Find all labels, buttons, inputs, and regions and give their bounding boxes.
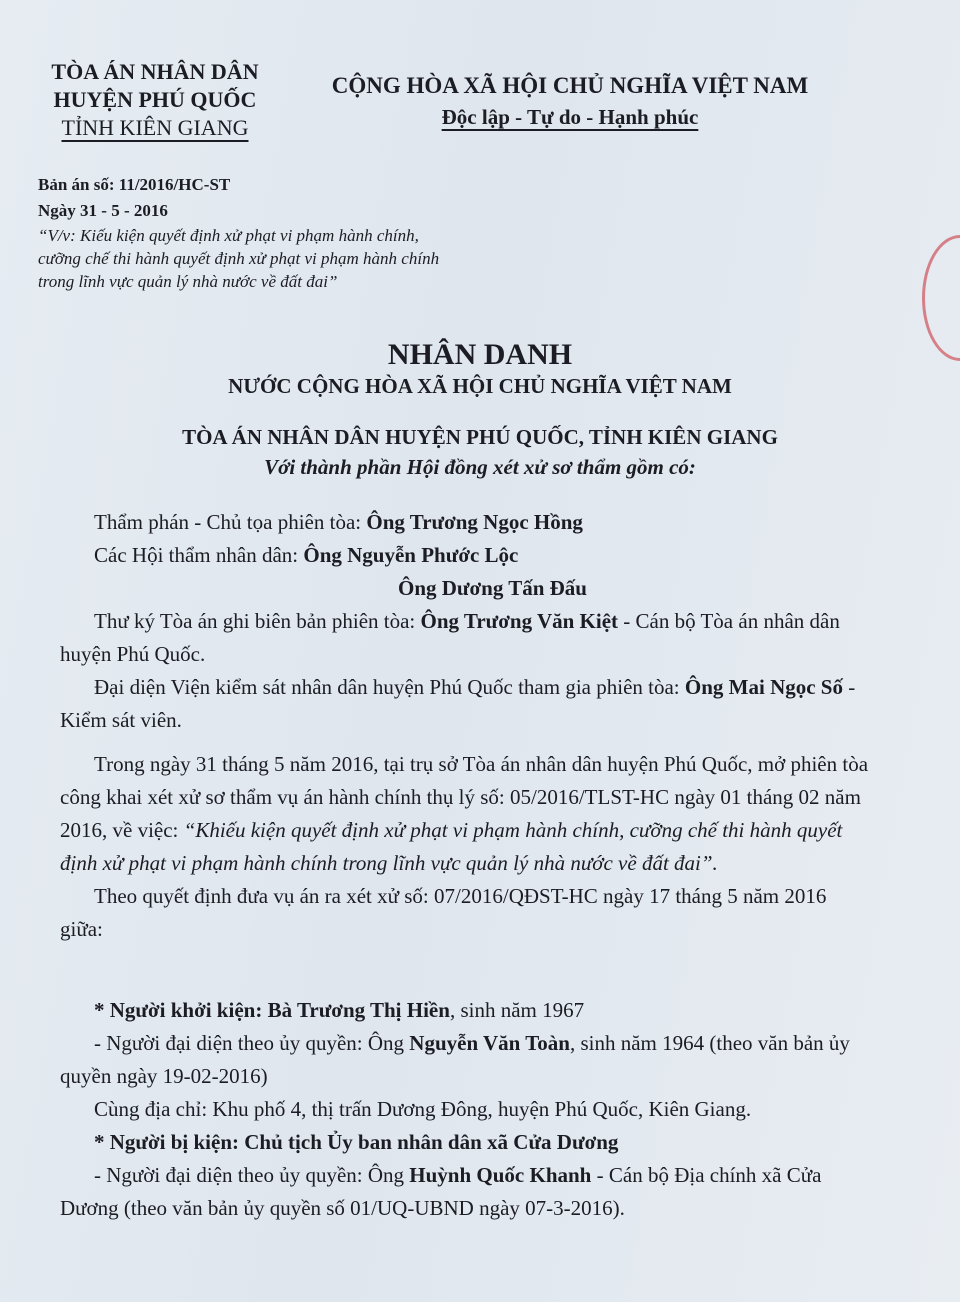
subject-line-3: trong lĩnh vực quản lý nhà nước về đất đai” [38,272,338,291]
title-court: TÒA ÁN NHÂN DÂN HUYỆN PHÚ QUỐC, TỈNH KIÊN GIANG [182,425,778,449]
trial-paragraph [60,748,870,880]
clerk-name: Ông Trương Văn Kiệt [420,609,619,633]
plaintiff-rep-label: - Người đại diện theo ủy quyền: Ông [94,1031,410,1055]
court-line-2: HUYỆN PHÚ QUỐC [53,87,257,112]
judge-name: Ông Trương Ngọc Hồng [366,510,583,534]
address-text: Cùng địa chỉ: Khu phố 4, thị trấn Dương Đông, huyện Phú Quốc, Kiên Giang. [94,1097,752,1121]
trial-text: Trong ngày 31 tháng 5 năm 2016, tại trụ sở Tòa án nhân dân huyện Phú Quốc, mở phiên tòa công khai xét xử sơ thẩm vụ án hành chính thụ lý số: 05/2016/TLST-HC ngày 01 tháng 02 năm 2016, về việc: [60,752,869,842]
juror-1: Ông Nguyễn Phước Lộc [303,543,519,567]
address-line [60,1093,870,1126]
judge-label: Thẩm phán - Chủ tọa phiên tòa: [94,510,367,534]
parties-section [60,994,870,1225]
plaintiff-rep-rest: , sinh năm 1964 (theo văn bản ủy quyền ngày 19-02-2016) [60,1031,850,1088]
subject-line-1: “V/v: Kiếu kiện quyết định xử phạt vi phạm hành chính, [38,226,419,245]
defendant-rep-label: - Người đại diện theo ủy quyền: Ông [94,1163,410,1187]
clerk-label: Thư ký Tòa án ghi biên bản phiên tòa: [94,609,421,633]
plaintiff-rep-name: Nguyễn Văn Toàn [409,1031,570,1055]
prosecutor-rest: - Kiểm sát viên. [60,675,856,732]
clerk-rest: - Cán bộ Tòa án nhân dân huyện Phú Quốc. [60,609,840,666]
subject-line-2: cưỡng chế thi hành quyết định xử phạt vi phạm hành chính [38,249,440,268]
panel-section [60,506,870,737]
court-line-1: TÒA ÁN NHÂN DÂN [51,59,259,84]
defendant-rep-rest: - Cán bộ Địa chính xã Cửa Dương (theo văn bản ủy quyền số 01/UQ-UBND ngày 07-3-2016). [60,1163,822,1220]
title-country: NƯỚC CỘNG HÒA XÃ HỘI CHỦ NGHĨA VIỆT NAM [228,374,732,398]
plaintiff-label: * Người khởi kiện: [94,998,268,1022]
republic-name: CỘNG HÒA XÃ HỘI CHỦ NGHĨA VIỆT NAM [331,73,809,98]
judge-line [60,506,870,539]
decision-text: Theo quyết định đưa vụ án ra xét xử số: 07/2016/QĐST-HC ngày 17 tháng 5 năm 2016 giữa: [60,884,827,941]
judgment-date: Ngày 31 - 5 - 2016 [38,201,168,220]
clerk-line [60,605,870,671]
jurors-label: Các Hội thẩm nhân dân: [94,543,304,567]
court-header [20,58,290,142]
prosecutor-line [60,671,870,737]
juror-2: Ông Dương Tấn Đấu [398,576,587,600]
trial-subject: “Khiếu kiện quyết định xử phạt vi phạm hành chính, cưỡng chế thi hành quyết định xử phạt vi phạm hành chính trong lĩnh vực quản lý nhà nước về đất đai”. [60,818,843,875]
prosecutor-name: Ông Mai Ngọc Số [684,675,843,699]
prosecutor-label: Đại diện Viện kiểm sát nhân dân huyện Phú Quốc tham gia phiên tòa: [94,675,685,699]
plaintiff-line [60,994,870,1027]
trial-section [60,748,870,946]
republic-header [300,70,840,132]
defendant-rep-name: Huỳnh Quốc Khanh [409,1163,592,1187]
national-motto: Độc lập - Tự do - Hạnh phúc [441,105,699,129]
jurors-line [60,539,870,572]
title-panel-intro: Với thành phần Hội đồng xét xử sơ thẩm gồm có: [264,455,696,479]
juror-2-line [60,572,870,605]
plaintiff-rest: , sinh năm 1967 [449,998,585,1022]
defendant-line [60,1126,870,1159]
plaintiff-rep-line [60,1027,870,1093]
court-line-3: TỈNH KIÊN GIANG [61,115,249,140]
title-nhan-danh: NHÂN DANH [387,338,573,371]
defendant-label: * Người bị kiện: [94,1130,245,1154]
decision-paragraph [60,880,870,946]
plaintiff-name: Bà Trương Thị Hiền [267,998,450,1022]
judgment-number: Bản án số: 11/2016/HC-ST [38,175,231,194]
defendant-rep-line [60,1159,870,1225]
judgment-meta [38,172,558,293]
defendant-name: Chủ tịch Ủy ban nhân dân xã Cửa Dương [244,1130,619,1154]
